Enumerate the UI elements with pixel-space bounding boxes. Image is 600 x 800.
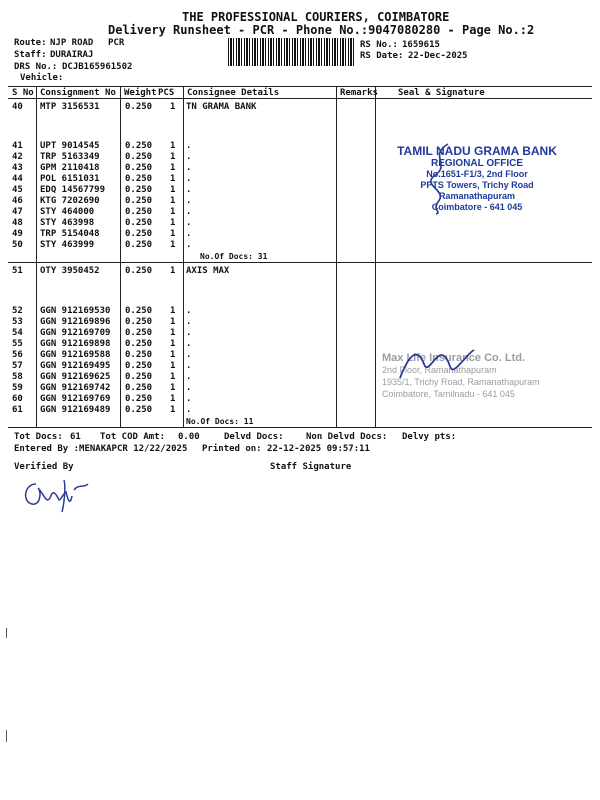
row-consignment-no: GGN 912169742 [40,383,111,393]
row-consignment-no: GGN 912169769 [40,394,111,404]
row-consignment-no: STY 464000 [40,207,95,217]
row-pcs: 1 [170,350,176,360]
row-weight: 0.250 [125,174,153,184]
row-consignee: . [186,328,192,338]
row-sno: 43 [12,163,23,173]
col-divider [183,86,184,427]
row-pcs: 1 [170,339,176,349]
non-delvd-docs-label: Non Delvd Docs: [306,432,388,442]
stamp-line: REGIONAL OFFICE [430,158,524,169]
row-consignment-no: GGN 912169530 [40,306,111,316]
row-consignment-no: GPM 2110418 [40,163,100,173]
row-weight: 0.250 [125,339,153,349]
row-sno: 57 [12,361,23,371]
row-consignee: . [186,185,192,195]
row-pcs: 1 [170,229,176,239]
col-header-remarks: Remarks [340,88,378,98]
staff-value: DURAIRAJ [50,50,94,60]
col-header-pcs: PCS [158,88,175,98]
entered-by: Entered By :MENAKAPCR 12/22/2025 [14,444,188,454]
row-consignment-no: GGN 912169588 [40,350,111,360]
row-consignee: . [186,196,192,206]
row-consignee: . [186,339,192,349]
tot-cod-label: Tot COD Amt: [100,432,166,442]
row-consignee: TN GRAMA BANK [186,102,257,112]
row-sno: 53 [12,317,23,327]
row-sno: 50 [12,240,23,250]
row-pcs: 1 [170,361,176,371]
col-header-sno: S No [12,88,34,98]
col-header-seal: Seal & Signature [398,88,485,98]
row-weight: 0.250 [125,152,153,162]
delvy-pts-label: Delvy pts: [402,432,457,442]
row-pcs: 1 [170,394,176,404]
row-consignment-no: GGN 912169625 [40,372,111,382]
stamp-line: Coimbatore - 641 045 [431,202,523,212]
row-pcs: 1 [170,405,176,415]
row-pcs: 1 [170,266,176,276]
table-top-rule [8,86,592,87]
row-sno: 56 [12,350,23,360]
row-weight: 0.250 [125,163,153,173]
rs-date-value: 22-Dec-2025 [408,51,468,61]
row-consignee: . [186,152,192,162]
delvd-docs-label: Delvd Docs: [224,432,284,442]
axis-signature-scribble [396,342,476,386]
row-consignee: . [186,350,192,360]
row-weight: 0.250 [125,361,153,371]
row-weight: 0.250 [125,185,153,195]
row-sno: 60 [12,394,23,404]
route-value: NJP ROAD [50,38,94,48]
row-pcs: 1 [170,152,176,162]
row-pcs: 1 [170,218,176,228]
row-consignment-no: GGN 912169489 [40,405,111,415]
row-sno: 49 [12,229,23,239]
row-weight: 0.250 [125,405,153,415]
stamp-line: Ramanathapuram [438,191,516,201]
rs-date-label: RS Date: [360,51,404,61]
stamp-line: No.1651-F1/3, 2nd Floor [426,169,528,179]
row-weight: 0.250 [125,240,153,250]
row-weight: 0.250 [125,317,153,327]
stamp-line: 2nd Floor, Ramanathapuram [382,365,497,375]
row-sno: 54 [12,328,23,338]
row-consignment-no: KTG 7202690 [40,196,100,206]
col-header-weight: Weight [124,88,157,98]
row-sno: 61 [12,405,23,415]
row-consignment-no: GGN 912169495 [40,361,111,371]
row-consignment-no: STY 463999 [40,240,95,250]
row-pcs: 1 [170,383,176,393]
row-consignee: . [186,317,192,327]
row-sno: 51 [12,266,23,276]
row-weight: 0.250 [125,383,153,393]
row-sno: 47 [12,207,23,217]
row-sno: 59 [12,383,23,393]
row-pcs: 1 [170,207,176,217]
row-weight: 0.250 [125,141,153,151]
row-pcs: 1 [170,141,176,151]
stamp-line: TAMIL NADU GRAMA BANK [397,144,557,158]
staff-signature-label: Staff Signature [270,462,352,472]
row-weight: 0.250 [125,102,153,112]
runsheet-title: Delivery Runsheet - PCR - Phone No.:9047080280 - Page No.:2 [108,23,535,37]
tot-docs-value: 61 [70,432,81,442]
rs-no-value: 1659615 [402,40,440,50]
stamp-line: Max Life Insurance Co. Ltd. [382,352,526,364]
printed-on: Printed on: 22-12-2025 09:57:11 [202,444,370,454]
row-consignee: . [186,383,192,393]
row-consignee: . [186,229,192,239]
row-weight: 0.250 [125,207,153,217]
row-consignment-no: MTP 3156531 [40,102,100,112]
scan-mark [6,730,7,742]
stamp-line: PPTS Towers, Trichy Road [420,180,534,190]
group-total: No.Of Docs: 11 [186,417,254,426]
row-consignment-no: POL 6151031 [40,174,100,184]
row-sno: 40 [12,102,23,112]
vehicle-label: Vehicle: [20,73,64,83]
row-weight: 0.250 [125,394,153,404]
row-sno: 46 [12,196,23,206]
row-sno: 55 [12,339,23,349]
row-consignee: . [186,361,192,371]
row-consignee: . [186,218,192,228]
row-weight: 0.250 [125,328,153,338]
row-pcs: 1 [170,163,176,173]
col-header-consignee: Consignee Details [187,88,280,98]
table-header-rule [8,98,592,99]
row-consignee: . [186,163,192,173]
row-consignment-no: EDQ 14567799 [40,185,106,195]
row-consignee: . [186,240,192,250]
row-consignment-no: OTY 3950452 [40,266,100,276]
route-code: PCR [108,38,125,48]
row-weight: 0.250 [125,372,153,382]
row-sno: 52 [12,306,23,316]
row-sno: 45 [12,185,23,195]
barcode-image [228,38,356,66]
row-consignment-no: UPT 9014545 [40,141,100,151]
col-divider [120,86,121,427]
row-pcs: 1 [170,372,176,382]
drs-label: DRS No.: [14,62,58,72]
verified-signature [14,474,94,514]
drs-value: DCJB165961502 [62,62,133,72]
row-consignee: . [186,207,192,217]
row-weight: 0.250 [125,350,153,360]
group-total: No.Of Docs: 31 [200,252,268,261]
staff-label: Staff: [14,50,47,60]
stamp-line: 1935/1, Trichy Road, Ramanathapuram [382,377,540,387]
tot-docs-label: Tot Docs: [14,432,63,442]
row-pcs: 1 [170,240,176,250]
col-divider [336,86,337,427]
row-sno: 42 [12,152,23,162]
row-consignment-no: GGN 912169896 [40,317,111,327]
row-consignee: . [186,141,192,151]
company-title: THE PROFESSIONAL COURIERS, COIMBATORE [182,10,450,24]
row-consignee: . [186,306,192,316]
group-divider [8,262,592,263]
row-consignment-no: TRP 5154048 [40,229,100,239]
row-sno: 48 [12,218,23,228]
row-consignee: . [186,372,192,382]
row-sno: 58 [12,372,23,382]
rs-no-label: RS No.: [360,40,398,50]
row-pcs: 1 [170,196,176,206]
row-sno: 44 [12,174,23,184]
row-weight: 0.250 [125,266,153,276]
row-consignment-no: GGN 912169898 [40,339,111,349]
col-divider [36,86,37,427]
row-weight: 0.250 [125,306,153,316]
row-consignment-no: GGN 912169709 [40,328,111,338]
row-consignee: . [186,394,192,404]
tot-cod-value: 0.00 [178,432,200,442]
col-divider [375,86,376,427]
route-label: Route: [14,38,47,48]
col-header-consignment: Consignment No [40,88,116,98]
row-weight: 0.250 [125,196,153,206]
row-consignee: . [186,405,192,415]
row-weight: 0.250 [125,218,153,228]
row-pcs: 1 [170,306,176,316]
row-consignee: . [186,174,192,184]
row-pcs: 1 [170,328,176,338]
row-weight: 0.250 [125,229,153,239]
row-consignee: AXIS MAX [186,266,230,276]
row-pcs: 1 [170,185,176,195]
row-pcs: 1 [170,174,176,184]
verified-by-label: Verified By [14,462,74,472]
row-pcs: 1 [170,102,176,112]
scan-mark [6,628,7,638]
row-sno: 41 [12,141,23,151]
row-consignment-no: TRP 5163349 [40,152,100,162]
bank-signature-scribble [418,142,458,216]
row-consignment-no: STY 463998 [40,218,95,228]
table-bottom-rule [8,427,592,428]
row-pcs: 1 [170,317,176,327]
stamp-line: Coimbatore, Tamilnadu - 641 045 [382,389,515,399]
